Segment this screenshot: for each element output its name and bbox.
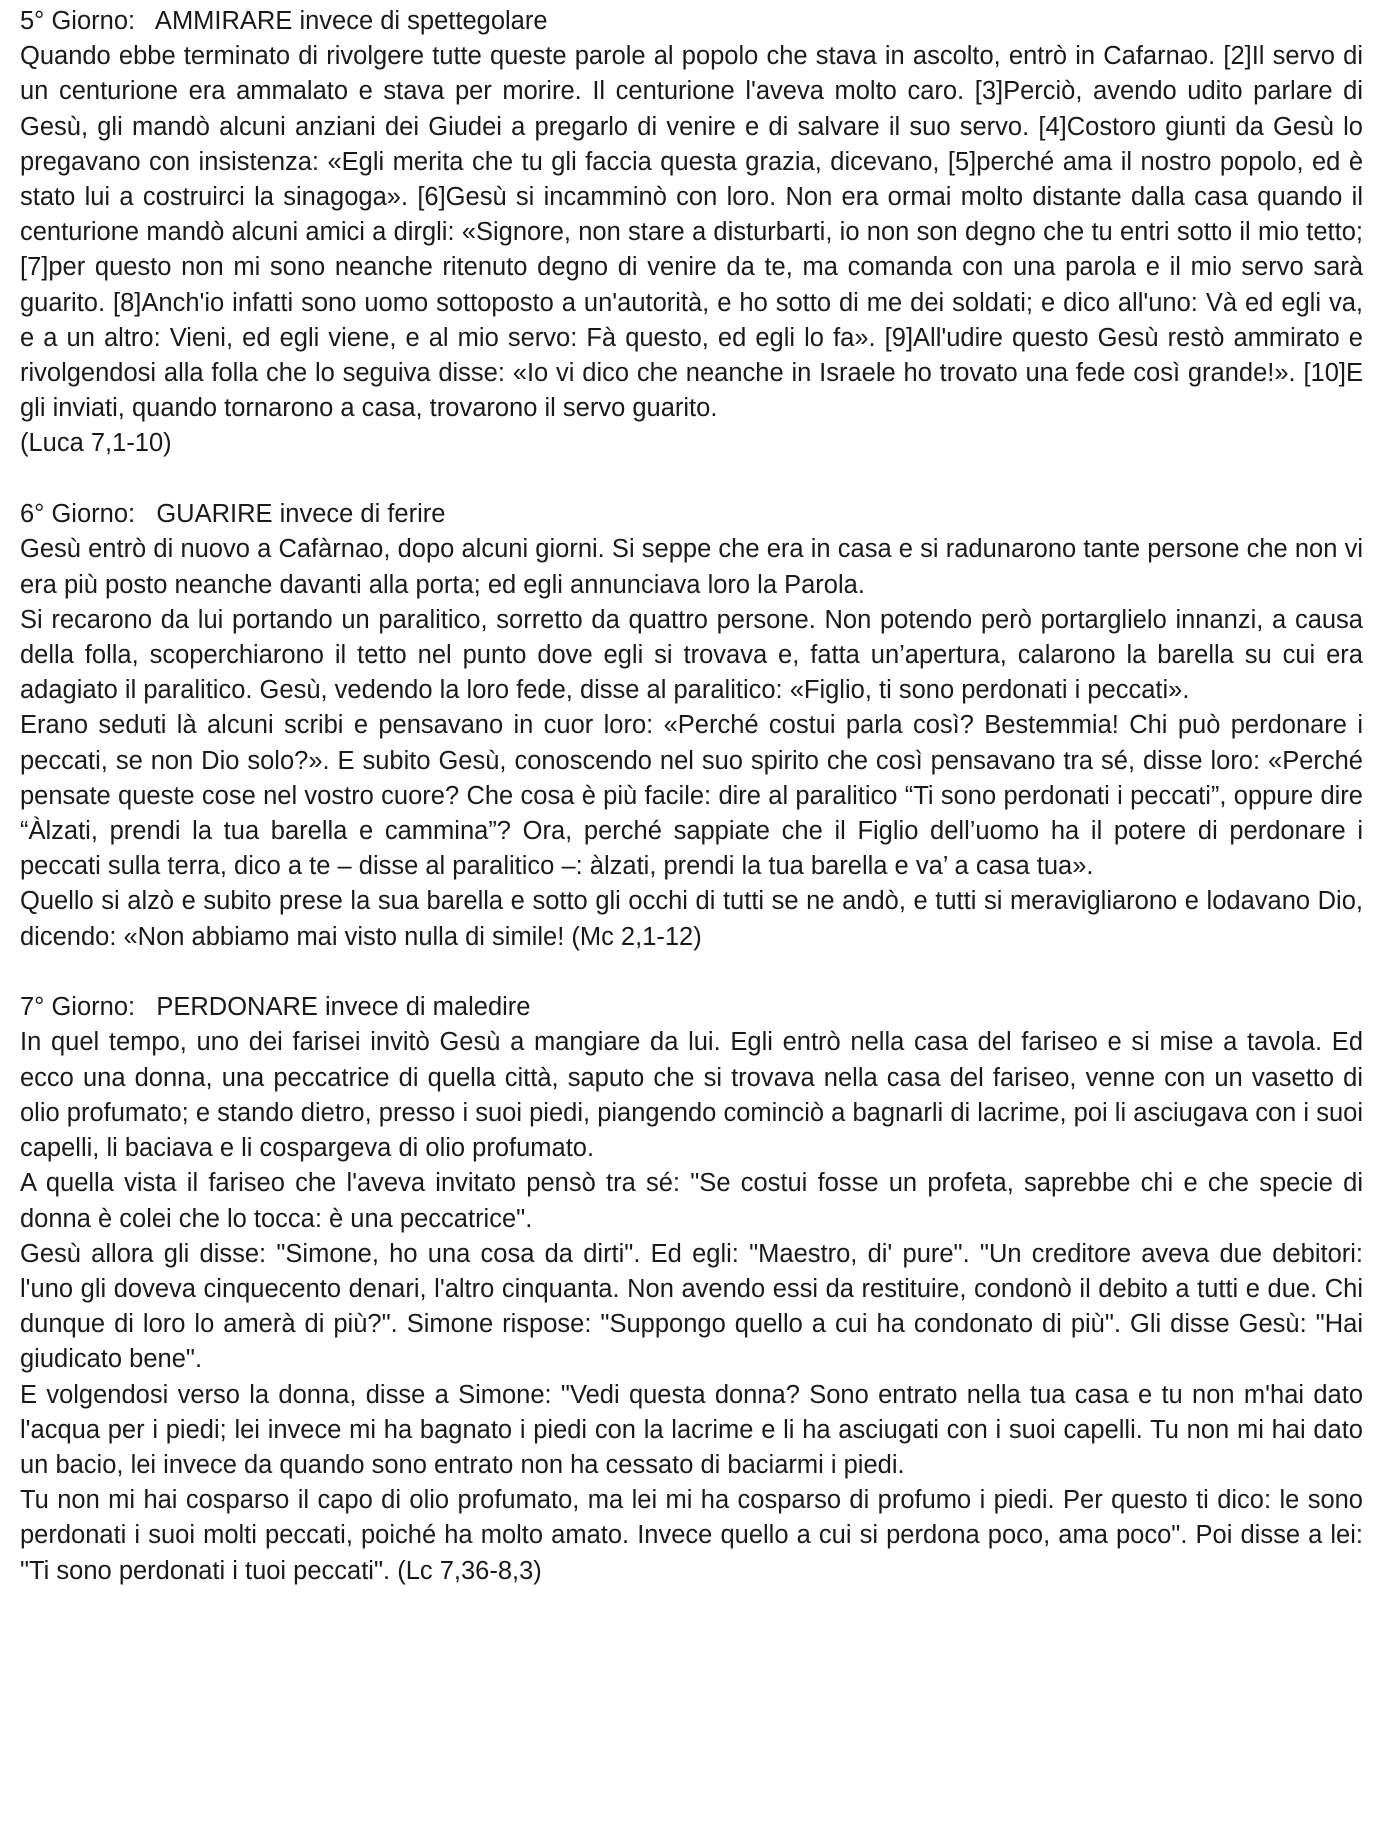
section-spacer xyxy=(20,462,1363,498)
paragraph: E volgendosi verso la donna, disse a Simone: "Vedi questa donna? Sono entrato nella tua casa e tu non m'hai dato l'acqua per i piedi; lei invece mi ha bagnato i piedi con la lacrime e li ha asciugati con i suoi capelli. Tu non mi hai dato un bacio, lei invece da quando sono entrato non ha cessato di baciarmi i piedi. xyxy=(20,1380,1363,1479)
paragraph: A quella vista il fariseo che l'aveva invitato pensò tra sé: "Se costui fosse un profeta, saprebbe chi e che specie di donna è colei che lo tocca: è una peccatrice". xyxy=(20,1169,1363,1233)
paragraph: Quando ebbe terminato di rivolgere tutte queste parole al popolo che stava in ascolto, entrò in Cafarnao. [2]Il servo di un centurione era ammalato e stava per morire. Il centurione l'aveva molto caro. [3]Perciò, avendo udito parlare di Gesù, gli mandò alcuni anziani dei Giudei a pregarlo di venire e di salvare il suo servo. [4]Costoro giunti da Gesù lo pregavano con insistenza: «Egli merita che tu gli faccia questa grazia, dicevano, [5]perché ama il nostro popolo, ed è stato lui a costruirci la sinagoga». [6]Gesù si incamminò con loro. Non era ormai molto distante dalla casa quando il centurione mandò alcuni amici a dirgli: «Signore, non stare a disturbarti, io non son degno che tu entri sotto il mio tetto; [7]per questo non mi sono neanche ritenuto degno di venire da te, ma comanda con una parola e il mio servo sarà guarito. [8]Anch'io infatti sono uomo sottoposto a un'autorità, e ho sotto di me dei soldati; e dico all'uno: Và ed egli va, e a un altro: Vieni, ed egli viene, e al mio servo: Fà questo, ed egli lo fa». [9]All'udire questo Gesù restò ammirato e rivolgendosi alla folla che lo seguiva disse: «Io vi dico che neanche in Israele ho trovato una fede così grande!». [10]E gli inviati, quando tornarono a casa, trovarono il servo guarito. xyxy=(20,42,1363,423)
paragraph: Gesù allora gli disse: "Simone, ho una cosa da dirti". Ed egli: "Maestro, di' pure". "Un creditore aveva due debitori: l'uno gli doveva cinquecento denari, l'altro cinquanta. Non avendo essi da restituire, condonò il debito a tutti e due. Chi dunque di loro lo amerà di più?". Simone rispose: "Suppongo quello a cui ha condonato di più". Gli disse Gesù: "Hai giudicato bene". xyxy=(20,1239,1363,1374)
paragraph: Quello si alzò e subito prese la sua barella e sotto gli occhi di tutti se ne andò, e tutti si meravigliarono e lodavano Dio, dicendo: «Non abbiamo mai visto nulla di simile! (Mc 2,1-12) xyxy=(20,887,1363,951)
section-heading: 5° Giorno: AMMIRARE invece di spettegolare xyxy=(20,7,548,35)
document-page xyxy=(20,4,1363,1589)
section-heading: 7° Giorno: PERDONARE invece di maledire xyxy=(20,993,531,1022)
section-day-6 xyxy=(20,497,1363,955)
section-spacer xyxy=(20,955,1363,991)
section-day-5 xyxy=(20,4,1363,462)
paragraph: Si recarono da lui portando un paralitico, sorretto da quattro persone. Non potendo però portarglielo innanzi, a causa della folla, scoperchiarono il tetto nel punto dove egli si trovava e, fatta un’apertura, calarono la barella su cui era adagiato il paralitico. Gesù, vedendo la loro fede, disse al paralitico: «Figlio, ti sono perdonati i peccati». xyxy=(20,605,1363,705)
section-heading: 6° Giorno: GUARIRE invece di ferire xyxy=(20,500,446,529)
paragraph: Gesù entrò di nuovo a Cafàrnao, dopo alcuni giorni. Si seppe che era in casa e si radunarono tante persone che non vi era più posto neanche davanti alla porta; ed egli annunciava loro la Parola. xyxy=(20,535,1363,599)
paragraph: In quel tempo, uno dei farisei invitò Gesù a mangiare da lui. Egli entrò nella casa del fariseo e si mise a tavola. Ed ecco una donna, una peccatrice di quella città, saputo che si trovava nella casa del fariseo, venne con un vasetto di olio profumato; e stando dietro, presso i suoi piedi, piangendo cominciò a bagnarli di lacrime, poi li asciugava con i suoi capelli, li baciava e li cospargeva di olio profumato. xyxy=(20,1028,1363,1163)
scripture-reference: (Luca 7,1-10) xyxy=(20,429,172,458)
paragraph: Erano seduti là alcuni scribi e pensavano in cuor loro: «Perché costui parla così? Bestemmia! Chi può perdonare i peccati, se non Dio solo?». E subito Gesù, conoscendo nel suo spirito che così pensavano tra sé, disse loro: «Perché pensate queste cose nel vostro cuore? Che cosa è più facile: dire al paralitico “Ti sono perdonati i peccati”, oppure dire “Àlzati, prendi la tua barella e cammina”? Ora, perché sappiate che il Figlio dell’uomo ha il potere di perdonare i peccati sulla terra, dico a te – disse al paralitico –: àlzati, prendi la tua barella e va’ a casa tua». xyxy=(20,711,1363,881)
paragraph: Tu non mi hai cosparso il capo di olio profumato, ma lei mi ha cosparso di profumo i piedi. Per questo ti dico: le sono perdonati i suoi molti peccati, poiché ha molto amato. Invece quello a cui si perdona poco, ama poco". Poi disse a lei: "Ti sono perdonati i tuoi peccati". (Lc 7,36-8,3) xyxy=(20,1486,1363,1585)
section-day-7 xyxy=(20,990,1363,1588)
